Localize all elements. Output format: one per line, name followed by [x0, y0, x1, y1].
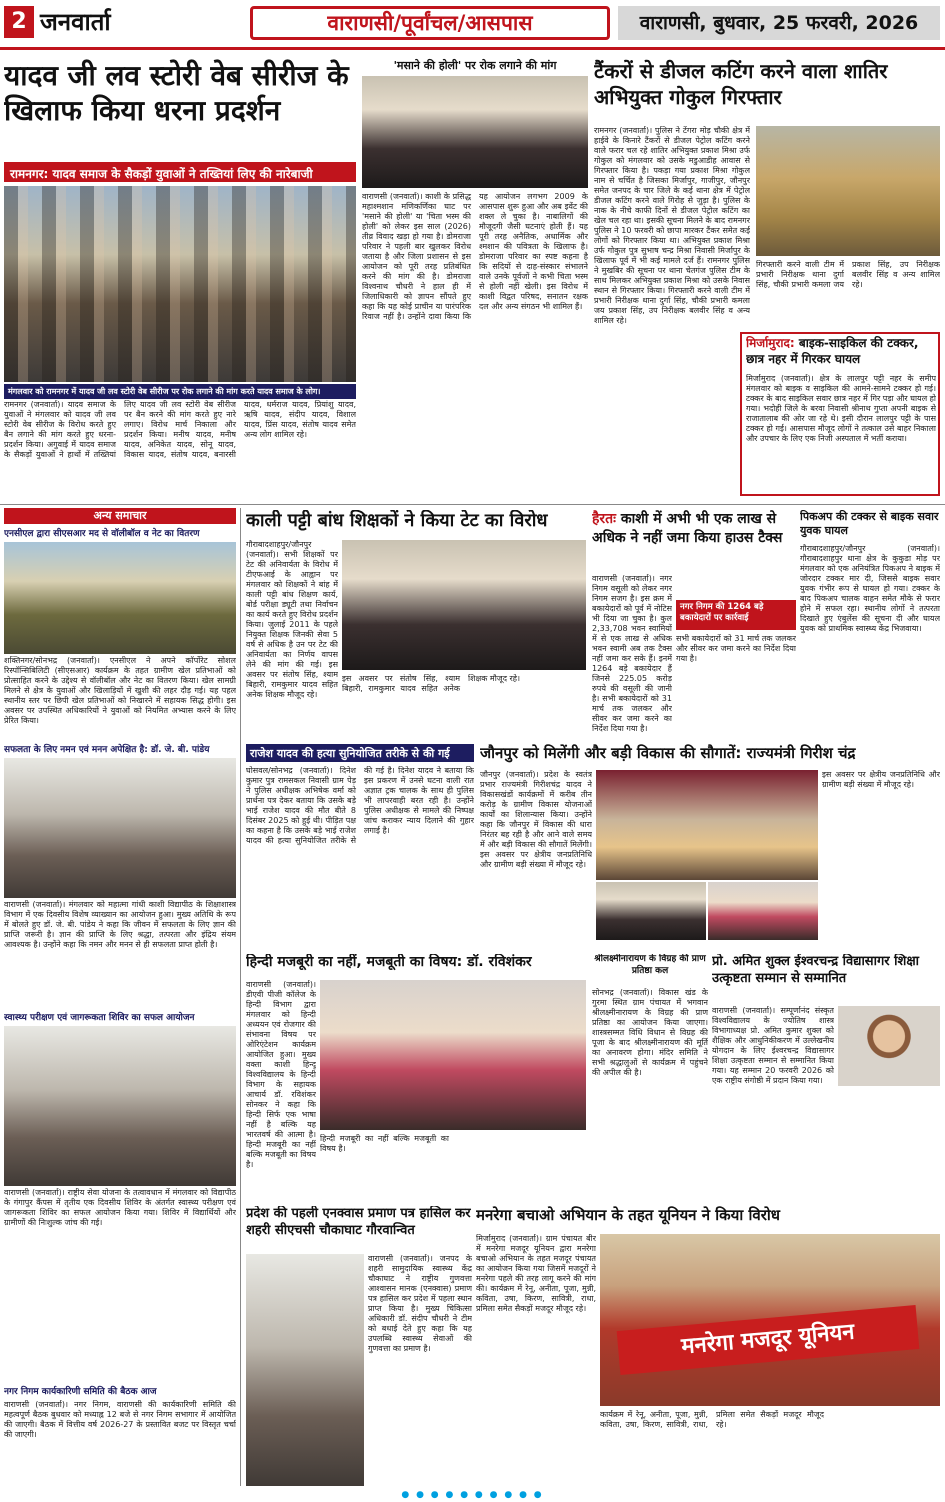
tax-kicker: हैरतः [592, 511, 616, 527]
union-body: मिर्जामुराद (जनवार्ता)। ग्राम पंचायत बीर में मनरेगा मजदूर यूनियन द्वारा मनरेगा बचाओ अभियान के तहत मजदूर पंचायत का आयोजन किया गया जिसमें मजदूरों ने मनरेगा पहले की तरह लागू करने की मांग की। कार्यक्रम में रेनू, अनीता, पूजा, मुन्नी, कविता, उषा, किरण, सावित्री, राधा, प्रमिला समेत सैकड़ों मजदूर मौजूद रहे। [476, 1234, 596, 1313]
diesel-headline-block [594, 58, 940, 122]
hindi-body: वाराणसी (जनवार्ता)। डीएवी पीजी कॉलेज के हिन्दी विभाग द्वारा मंगलवार को हिन्दी अध्ययन एवं रोजगार की संभावना विषय पर ओरिएंटेशन कार्यक्रम आयोजित हुआ। मुख्य वक्ता काशी हिन्दू विश्वविद्यालय के हिन्दी विभाग के सहायक आचार्य डॉ. रविशंकर सोनकर ने कहा कि हिन्दी सिर्फ एक भाषा नहीं है बल्कि यह भारतवर्ष की आत्मा है। हिन्दी मजबूरी का नहीं बल्कि मजबूती का विषय है। [246, 980, 316, 1169]
diesel-photo [756, 126, 940, 256]
sidebar-story1-body: शक्तिनगर/सोनभद्र (जनवार्ता)। एनसीएल ने अपने कॉर्पोरेट सोशल रिस्पॉन्सिबिलिटी (सीएसआर) कार्यक्रम के तहत ग्रामीण खेल प्रतिभाओं को प्रोत्साहित करने के उद्देश्य से वॉलीबॉल और नेट का वितरण किया। खेल सामग्री मिलने से क्षेत्र के युवाओं और खिलाड़ियों में खुशी की लहर दौड़ गई। यह पहल स्थानीय स्तर पर छिपी खेल प्रतिभाओं को निखारने में सहायक सिद्ध होगी। इस अवसर पर उपस्थित अधिकारियों ने युवाओं को नियमित अभ्यास करने के लिए प्रेरित किया। [4, 656, 236, 725]
mirzamurad-body: मिर्जामुराद (जनवार्ता)। क्षेत्र के लालपुर पट्टी नहर के समीप मंगलवार को बाइक व साइकिल की आमने-सामने टक्कर हो गई। टक्कर के बाद साइकिल सवार छात्र नहर में गिर पड़ा और घायल हो गया। भदोही जिले के बरवा निवासी श्रीनाथ गुप्ता अपनी बाइक से राजातालाब की ओर जा रहे थे। इसी दौरान लालपुर पट्टी के पास टक्कर हो गई। आसपास मौजूद लोगों ने तत्काल उसे बाहर निकाला और उपचार के लिए एक निजी अस्पताल में भर्ती कराया। [746, 374, 936, 443]
tax-headline-block [592, 510, 796, 570]
union-continued-text: कार्यक्रम में रेनू, अनीता, पूजा, मुन्नी, कविता, उषा, किरण, सावित्री, राधा, प्रमिला समेत सैकड़ों मजदूर मौजूद रहे। [600, 1410, 824, 1429]
shrilaxmi-body: सोनभद्र (जनवार्ता)। विकास खंड के गुरमा स्थित ग्राम पंचायत में भगवान श्रीलक्ष्मीनारायण के विग्रह की प्राण प्रतिष्ठा का आयोजन किया जाएगा। शास्त्रसम्मत विधि विधान से विग्रह की पूजा के बाद श्रीलक्ष्मीनारायण की मूर्ति का अनावरण होगा। मंदिर समिति ने सभी श्रद्धालुओं से कार्यक्रम में पहुंचने की अपील की है। [592, 988, 708, 1077]
lead-photo [4, 186, 356, 382]
masan-body: वाराणसी (जनवार्ता)। काशी के प्रसिद्ध महाश्मशान मणिकर्णिका घाट पर 'मसाने की होली' या 'चिता भस्म की होली' को लेकर इस साल (2026) तीव्र विवाद खड़ा हो गया है। डोमराजा परिवार ने पहली बार खुलकर विरोध जताया है और जिला प्रशासन से इस आयोजन को पूरी तरह प्रतिबंधित करने की मांग की है। डोमराजा विश्वनाथ चौधरी ने हाल ही में जिलाधिकारी को ज्ञापन सौंपते हुए कहा कि यह कोई प्राचीन या पारंपरिक रिवाज नहीं है। उन्होंने दावा किया कि यह आयोजन लगभग 2009 के आसपास शुरू हुआ और अब इवेंट की शक्ल ले चुका है। नाबालिगों की मौजूदगी जैसी घटनाएं होती हैं। यह पूरी तरह अनैतिक, अधार्मिक और श्मशान की पवित्रता के खिलाफ है। डोमराजा परिवार का स्पष्ट कहना है कि सदियों से दाह-संस्कार संभालने वाले उनके पूर्वजों ने कभी चिता भस्म से होली नहीं खेली। इस विरोध में काशी विद्वत परिषद, सनातन रक्षक दल और अन्य संगठन भी शामिल हैं। [362, 192, 588, 321]
mirzamurad-kicker: मिर्जामुराद: [746, 336, 795, 350]
diesel-body-continued [756, 260, 940, 326]
tet-body-continued [342, 674, 586, 740]
masan-kicker: 'मसाने की होली' पर रोक लगाने की मांग [393, 59, 557, 72]
murder-headline: राजेश यादव की हत्या सुनियोजित तरीके से की गई [246, 744, 474, 762]
hindi-headline: हिन्दी मजबूरी का नहीं, मजबूती का विषय: डॉ. रविशंकर [246, 954, 532, 970]
vikas-headline: जौनपुर को मिलेंगी और बड़ी विकास की सौगातें: राज्यमंत्री गिरीश चंद्र [480, 744, 856, 762]
page-number: 2 [4, 6, 34, 38]
sidebar-story2-body: वाराणसी (जनवार्ता)। मंगलवार को महात्मा गांधी काशी विद्यापीठ के शिक्षाशास्त्र विभाग में एक दिवसीय विशेष व्याख्यान का आयोजन हुआ। मुख्य अतिथि के रूप में बोलते हुए डॉ. जे. बी. पांडेय ने कहा कि जीवन में सफलता के लिए ज्ञान की प्राप्ति जरूरी है। ज्ञान की प्राप्ति के लिए श्रद्धा, तत्परता और इंद्रिय संयम आवश्यक है। उन्होंने कहा कि नमन और मनन से ही सफलता प्राप्त होती है। [4, 900, 236, 949]
sidebar-story4-body: वाराणसी (जनवार्ता)। नगर निगम, वाराणसी की कार्यकारिणी समिति की महत्वपूर्ण बैठक बुधवार को मध्याह्न 12 बजे से नगर निगम सभागार में आयोजित की जाएगी। बैठक में वित्तीय वर्ष 2026-27 के प्रस्तावित बजट पर विस्तृत चर्चा की जाएगी। [4, 1400, 236, 1439]
lead-caption: मंगलवार को रामनगर में यादव जी लव स्टोरी वेब सीरीज पर रोक लगाने की मांग करते यादव समाज के लोग। [4, 384, 356, 399]
sidebar-story2-photo [4, 758, 236, 898]
lead-headline-block [4, 58, 356, 160]
lead-headline: यादव जी लव स्टोरी वेब सीरीज के खिलाफ किया धरना प्रदर्शन [4, 59, 349, 127]
sidebar-story3-body: वाराणसी (जनवार्ता)। राष्ट्रीय सेवा योजना के तत्वावधान में मंगलवार को विद्यापीठ के गंगापुर कैंपस में तृतीय एक दिवसीय शिविर के अंतर्गत स्वास्थ्य परीक्षण एवं जागरूकता शिविर का सफल आयोजन किया गया। शिविर में विद्यार्थियों और ग्रामीणों की निःशुल्क जांच की गई। [4, 1188, 236, 1227]
union-headline: मनरेगा बचाओ अभियान के तहत यूनियन ने किया विरोध [476, 1206, 780, 1224]
bike-body: गौराबादशाहपुर/जौनपुर (जनवार्ता)। गौराबादशाहपुर थाना क्षेत्र के कुकुडा मोड़ पर मंगलवार को एक अनियंत्रित पिकअप ने बाइक में जोरदार टक्कर मार दी, जिससे बाइक सवार युवक गंभीर रूप से घायल हो गया। टक्कर के बाद पिकअप चालक वाहन समेत मौके से फरार होने में सफल रहा। स्थानीय लोगों ने तत्परता दिखाते हुए एंबुलेंस की सूचना दी और घायल युवक को प्राथमिक स्वास्थ्य केंद्र भिजवाया। [800, 544, 940, 633]
vikas-photo-2 [596, 882, 706, 940]
hindi-photo [320, 980, 586, 1130]
section-title: वाराणसी/पूर्वांचल/आसपास [250, 6, 610, 40]
tax-headline: काशी में अभी भी एक लाख से अधिक ने नहीं जमा किया हाउस टैक्स [592, 511, 783, 546]
bike-headline: पिकअप की टक्कर से बाइक सवार युवक घायल [800, 510, 939, 538]
lead-body: रामनगर (जनवार्ता)। यादव समाज के युवाओं ने मंगलवार को यादव जी लव स्टोरी वेब सीरीज के विरोध करते हुए बैन लगाने की मांग करते हुए धरना-प्रदर्शन किया। अगुवाई में यादव समाज के सैकड़ों युवाओं ने हाथों में तख्तियां लिए यादव जी लव स्टोरी वेब सीरीज पर बैन करने की मांग करते हुए नारे लगाए। विरोध मार्च निकाला और प्रदर्शन किया। मनीष यादव, मनीष यादव, अनिकेत यादव, सोनू यादव, विकास यादव, संतोष यादव, बनारसी यादव, धर्मराज यादव, प्रियांशु यादव, ऋषि यादव, संदीप यादव, विशाल यादव, प्रिंस यादव, संतोष यादव समेत अन्य लोग शामिल रहे। [4, 400, 356, 459]
union-body-continued [600, 1410, 940, 1486]
union-banner: मनरेगा मजदूर यूनियन [617, 1305, 920, 1375]
sidebar-story1-photo [4, 542, 236, 654]
tax-body: वाराणसी (जनवार्ता)। नगर निगम वसूली को लेकर नगर निगम सजग है। इस क्रम में बकायेदारों को पूर्व में नोटिस भी दिया जा चुका है। कुल 2,33,708 भवन स्वामियों में से एक लाख से अधिक भवन स्वामी अब तक टैक्स नहीं जमा कर सके हैं। इनमें 1264 बड़े बकायेदार हैं जिनसे 225.05 करोड़ रुपये की वसूली की जानी है। सभी बकायेदारों को 31 मार्च तक जलकर और सीवर कर जमा करने का निर्देश दिया गया है। [592, 574, 672, 733]
award-headline: प्रो. अमित शुक्ल ईश्वरचन्द्र विद्यासागर शिक्षा उत्कृष्टता सम्मान से सम्मानित [712, 954, 920, 986]
shrilaxmi-headline: श्रीलक्ष्मीनारायण के विग्रह की प्राण प्रतिष्ठा कल [594, 954, 706, 976]
eclinic-body: वाराणसी (जनवार्ता)। जनपद के शहरी सामुदायिक स्वास्थ्य केंद्र चौकाघाट ने राष्ट्रीय गुणवत्ता आश्वासन मानक (एनक्वास) प्रमाण पत्र हासिल कर प्रदेश में पहला स्थान प्राप्त किया है। मुख्य चिकित्सा अधिकारी डॉ. संदीप चौधरी ने टीम को बधाई देते हुए कहा कि यह उपलब्धि स्वास्थ्य सेवाओं की गुणवत्ता का प्रमाण है। [368, 1254, 472, 1353]
sidebar-story2-headline: सफलता के लिए नमन एवं मनन अपेक्षित है: डॉ. जे. बी. पांडेय [4, 745, 210, 755]
hindi-body-continued [320, 1134, 586, 1200]
sidebar-title: अन्य समाचार [4, 508, 236, 524]
sidebar-story1-headline: एनसीएल द्वारा सीएसआर मद से वॉलीबॉल व नेट का वितरण [4, 529, 200, 539]
vikas-photo-3 [708, 882, 818, 940]
diesel-body: रामनगर (जनवार्ता)। पुलिस ने टेंगरा मोड़ चौकी क्षेत्र में हाईवे के किनारे टैंकरों से डीजल पेट्रोल कटिंग करने वाले फरार चल रहे शातिर अभियुक्त प्रकाश मिश्रा उर्फ गोकुल को मंगलवार को उसके मडुआडीह आवास से गिरफ्तार किया है। पकड़ा गया प्रकाश मिश्रा गोकुल नाम से चर्चित है जिसका मिर्जापुर, गाजीपुर, जौनपुर समेत जनपद के चार जिले के कई थाना क्षेत्र में पेट्रोल डीजल कटिंग करने वाले गिरोह से जुड़ा है। पुलिस के नाक के नीचे काफी दिनों से डीजल पेट्रोल कटिंग का खेल चल रहा था। इसकी सूचना मिलने के बाद रामनगर पुलिस ने 10 फरवरी को छापा मारकर टैंकर समेत कई लोगों को गिरफ्तार किया था। अभियुक्त प्रकाश मिश्रा उर्फ गोकुल पुत्र सुभाष चन्द्र मिश्रा निवासी मिर्जापुर के खिलाफ पूर्व में भी कई मामले दर्ज हैं। रामनगर पुलिस ने मुखबिर की सूचना पर थाना चेतगंज पुलिस टीम के साथ मिलकर अभियुक्त प्रकाश मिश्रा को उसके निवास स्थान से गिरफ्तार किया। गिरफ्तारी करने वाली टीम में प्रभारी निरीक्षक थाना दुर्गा सिंह, चौकी प्रभारी कमला जय प्रकाश सिंह, उप निरीक्षक बलवीर सिंह व अन्य शामिल रहे। [594, 126, 750, 325]
union-photo [600, 1234, 940, 1406]
mirzamurad-headline: बाइक-साइकिल की टक्कर, छात्र नहर में गिरकर घायल [746, 336, 919, 366]
paper-name: जनवार्ता [40, 8, 111, 36]
eclinic-photo [246, 1254, 364, 1486]
dateline: वाराणसी, बुधवार, 25 फरवरी, 2026 [618, 6, 940, 40]
masan-photo [362, 76, 588, 188]
award-body: वाराणसी (जनवार्ता)। सम्पूर्णानंद संस्कृत विश्वविद्यालय के ज्योतिष शास्त्र विभागाध्यक्ष प्रो. अमित कुमार शुक्ल को शैक्षिक और आधुनिकीकरण में उल्लेखनीय योगदान के लिए ईश्वरचन्द्र विद्यासागर शिक्षा उत्कृष्टता सम्मान से सम्मानित किया गया। यह सम्मान 20 फरवरी 2026 को एक राष्ट्रीय संगोष्ठी में प्रदान किया गया। [712, 1006, 834, 1085]
footer-registration-dots [0, 1490, 945, 1502]
tet-headline: काली पट्टी बांध शिक्षकों ने किया टेट का विरोध [246, 510, 548, 531]
vikas-continued-text: इस अवसर पर क्षेत्रीय जनप्रतिनिधि और ग्रामीण बड़ी संख्या में मौजूद रहे। [822, 770, 940, 789]
vikas-body-continued [822, 770, 940, 940]
vikas-photo-1 [596, 770, 818, 880]
tax-continued-text: सभी बकायेदारों को 31 मार्च तक जलकर और सीवर कर जमा करने का निर्देश दिया गया है। [676, 634, 796, 663]
vikas-body: जौनपुर (जनवार्ता)। प्रदेश के स्वतंत्र प्रभार राज्यमंत्री गिरीशचंद्र यादव ने विकासखंडों कार्यक्रमों में करीब तीन करोड़ के ग्रामीण विकास योजनाओं कार्यों का शिलान्यास किया। उन्होंने कहा कि जौनपुर में विकास की धारा निरंतर बह रही है और आने वाले समय में और बड़ी विकास की सौगातें मिलेंगी। इस अवसर पर क्षेत्रीय जनप्रतिनिधि और ग्रामीण बड़ी संख्या में मौजूद रहे। [480, 770, 592, 869]
diesel-headline: टैंकरों से डीजल कटिंग करने वाला शातिर अभियुक्त गोकुल गिरफ्तार [594, 59, 888, 109]
footer-dots: ● ● ● ● ● ● ● ● ● ● [401, 1490, 544, 1500]
diesel-continued-text: गिरफ्तारी करने वाली टीम में प्रभारी निरीक्षक थाना दुर्गा सिंह, चौकी प्रभारी कमला जय प्रकाश सिंह, उप निरीक्षक बलवीर सिंह व अन्य शामिल रहे। [756, 260, 940, 289]
sidebar-story3-photo [4, 1026, 236, 1186]
tax-box: नगर निगम की 1264 बड़े बकायेदारों पर कार्रवाई [676, 600, 796, 630]
sidebar-story4-headline: नगर निगम कार्यकारिणी समिति की बैठक आज [4, 1387, 157, 1397]
tet-continued-text: इस अवसर पर संतोष सिंह, श्याम बिहारी, रामकुमार यादव सहित अनेक शिक्षक मौजूद रहे। [342, 674, 521, 693]
tet-body: गौराबादशाहपुर/जौनपुर (जनवार्ता)। सभी शिक्षकों पर टेट की अनिवार्यता के विरोध में टीएफआई के आह्वान पर मंगलवार को शिक्षकों ने बांह में काली पट्टी बांध शिक्षण कार्य, बोर्ड परीक्षा ड्यूटी तथा निर्वाचन का कार्य करते हुए विरोध प्रदर्शन किया। जुलाई 2011 के पहले नियुक्त शिक्षक जिनकी सेवा 5 वर्ष से अधिक है उन पर टेट की अनिवार्यता का निर्णय वापस लेने की मांग की गई। इस अवसर पर संतोष सिंह, श्याम बिहारी, रामकुमार यादव सहित अनेक शिक्षक मौजूद रहे। [246, 540, 338, 699]
eclinic-headline: प्रदेश की पहली एनक्वास प्रमाण पत्र हासिल कर शहरी सीएचसी चौकाघाट गौरवान्वित [246, 1206, 471, 1238]
masthead [0, 0, 945, 50]
award-photo [838, 1006, 940, 1086]
tet-photo [342, 540, 586, 670]
divider-rule [0, 504, 945, 505]
lead-subhead: रामनगर: यादव समाज के सैकड़ों युवाओं ने तख्तियां लिए की नारेबाजी [4, 162, 356, 182]
tax-body-continued [676, 634, 796, 740]
mirzamurad-headline-block [746, 336, 936, 372]
hindi-continued-text: हिन्दी मजबूरी का नहीं बल्कि मजबूती का विषय है। [320, 1134, 449, 1153]
sidebar-story3-headline: स्वास्थ्य परीक्षण एवं जागरूकता शिविर का सफल आयोजन [4, 1013, 195, 1023]
sidebar-rule [240, 508, 241, 1486]
murder-body: घोसवल/सोनभद्र (जनवार्ता)। दिनेश कुमार पुत्र रामसकल निवासी ग्राम पेड़ ने पुलिस अधीक्षक अभिषेक वर्मा को प्रार्थना पत्र देकर बताया कि उसके बड़े भाई राजेश यादव की मौत बीते 8 दिसंबर 2025 को हुई थी। पीड़ित पक्ष का कहना है कि उसके बड़े भाई राजेश यादव की हत्या सुनियोजित तरीके से की गई है। दिनेश यादव ने बताया कि इस प्रकरण में उनसे घटना वाली रात अज्ञात ट्रक चालक के साथ ही पुलिस भी लापरवाही बरत रही है। उन्होंने पुलिस अधीक्षक से मामले की निष्पक्ष जांच कराकर न्याय दिलाने की गुहार लगाई है। [246, 766, 474, 845]
